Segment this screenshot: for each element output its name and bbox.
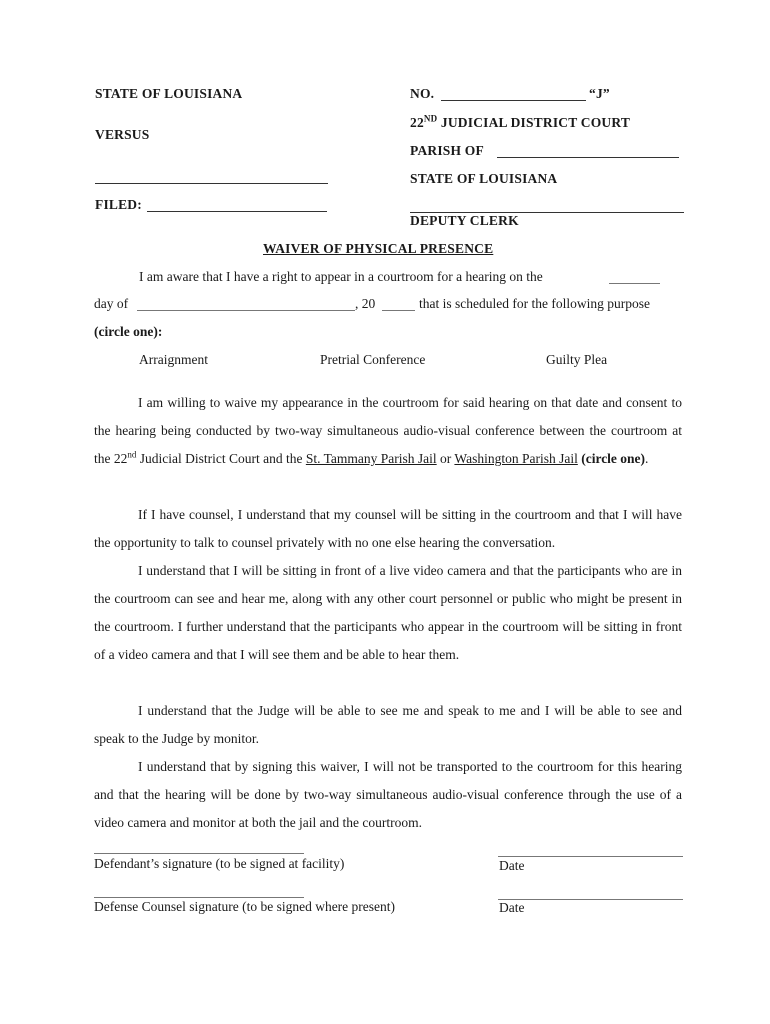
court-name: JUDICIAL DISTRICT COURT xyxy=(437,115,631,130)
court-superscript: ND xyxy=(423,113,438,124)
para1-circle-one: (circle one) xyxy=(581,451,646,466)
option-guilty-plea: Guilty Plea xyxy=(546,352,608,367)
para1-text-c: or xyxy=(436,451,455,466)
paragraph-counsel xyxy=(94,501,682,557)
court-number: 22 xyxy=(410,115,424,130)
para3-text: I understand that I will be sitting in front of a live video camera and that the participants who are in the courtroom can see and hear me, along with any other court personnel or public who might be present in the courtroom. I further understand that the participants who appear in the courtroom will be sitting in front of a video camera and that I will see them and be able to hear them. xyxy=(94,563,682,662)
option-arraignment: Arraignment xyxy=(139,352,208,367)
year-line xyxy=(382,310,415,311)
option-pretrial-conference: Pretrial Conference xyxy=(320,352,426,367)
date-label-1: Date xyxy=(499,858,525,873)
day-of-label: day of xyxy=(94,296,129,311)
st-tammany-jail-option: St. Tammany Parish Jail xyxy=(305,451,437,466)
right-state-heading: STATE OF LOUISIANA xyxy=(410,171,558,186)
day-of-line xyxy=(137,310,355,311)
parish-label: PARISH OF xyxy=(410,143,484,158)
circle-one-label: (circle one): xyxy=(94,324,163,339)
case-number-suffix: “J” xyxy=(589,86,610,101)
counsel-signature-line xyxy=(94,897,304,898)
court-heading xyxy=(410,115,630,131)
defendant-signature-line xyxy=(94,853,304,854)
para1-text-e: . xyxy=(645,451,649,466)
date-label-2: Date xyxy=(499,900,525,915)
left-state-heading: STATE OF LOUISIANA xyxy=(95,86,243,101)
paragraph-video-camera xyxy=(94,557,682,669)
filed-line xyxy=(147,211,327,212)
case-number-line xyxy=(441,100,586,101)
versus-heading: VERSUS xyxy=(95,127,150,142)
purpose-text: that is scheduled for the following purpose xyxy=(419,296,650,311)
case-number-label: NO. xyxy=(410,86,435,101)
para1-superscript: nd xyxy=(127,449,137,460)
para4-text: I understand that the Judge will be able to see me and speak to me and I will be able to see and speak to the Judge by monitor. xyxy=(94,703,682,746)
date-line-1 xyxy=(498,856,683,857)
year-prefix: , 20 xyxy=(355,296,376,311)
date-line-2 xyxy=(498,899,683,900)
para1-text-b: Judicial District Court and the xyxy=(136,451,306,466)
counsel-signature-label: Defense Counsel signature (to be signed where present) xyxy=(94,899,396,914)
document-title: WAIVER OF PHYSICAL PRESENCE xyxy=(263,241,494,256)
para5-text: I understand that by signing this waiver, I will not be transported to the courtroom for this hearing and that the hearing will be done by two-way simultaneous audio-visual conference through the use of a video camera and monitor at both the jail and the courtroom. xyxy=(94,759,682,830)
parish-line xyxy=(497,157,679,158)
defendant-name-line xyxy=(95,183,328,184)
defendant-signature-label: Defendant’s signature (to be signed at facility) xyxy=(94,856,345,871)
paragraph-waive-appearance xyxy=(94,389,682,473)
paragraph-judge-monitor xyxy=(94,697,682,753)
intro-line-1: I am aware that I have a right to appear in a courtroom for a hearing on the xyxy=(139,269,543,284)
filed-label: FILED: xyxy=(95,197,142,212)
washington-jail-option: Washington Parish Jail xyxy=(454,451,578,466)
deputy-clerk-label: DEPUTY CLERK xyxy=(410,213,519,228)
hearing-date-line xyxy=(609,283,660,284)
para2-text: If I have counsel, I understand that my counsel will be sitting in the courtroom and that I will have the opportunity to talk to counsel privately with no one else hearing the conversation. xyxy=(94,507,682,550)
paragraph-not-transported xyxy=(94,753,682,837)
para1-text-a: I am willing to waive my appearance in the courtroom for said hearing on that date and consent to the hearing being conducted by two-way simultaneous audio-visual conference between the courtroom at the 22 xyxy=(94,395,682,466)
